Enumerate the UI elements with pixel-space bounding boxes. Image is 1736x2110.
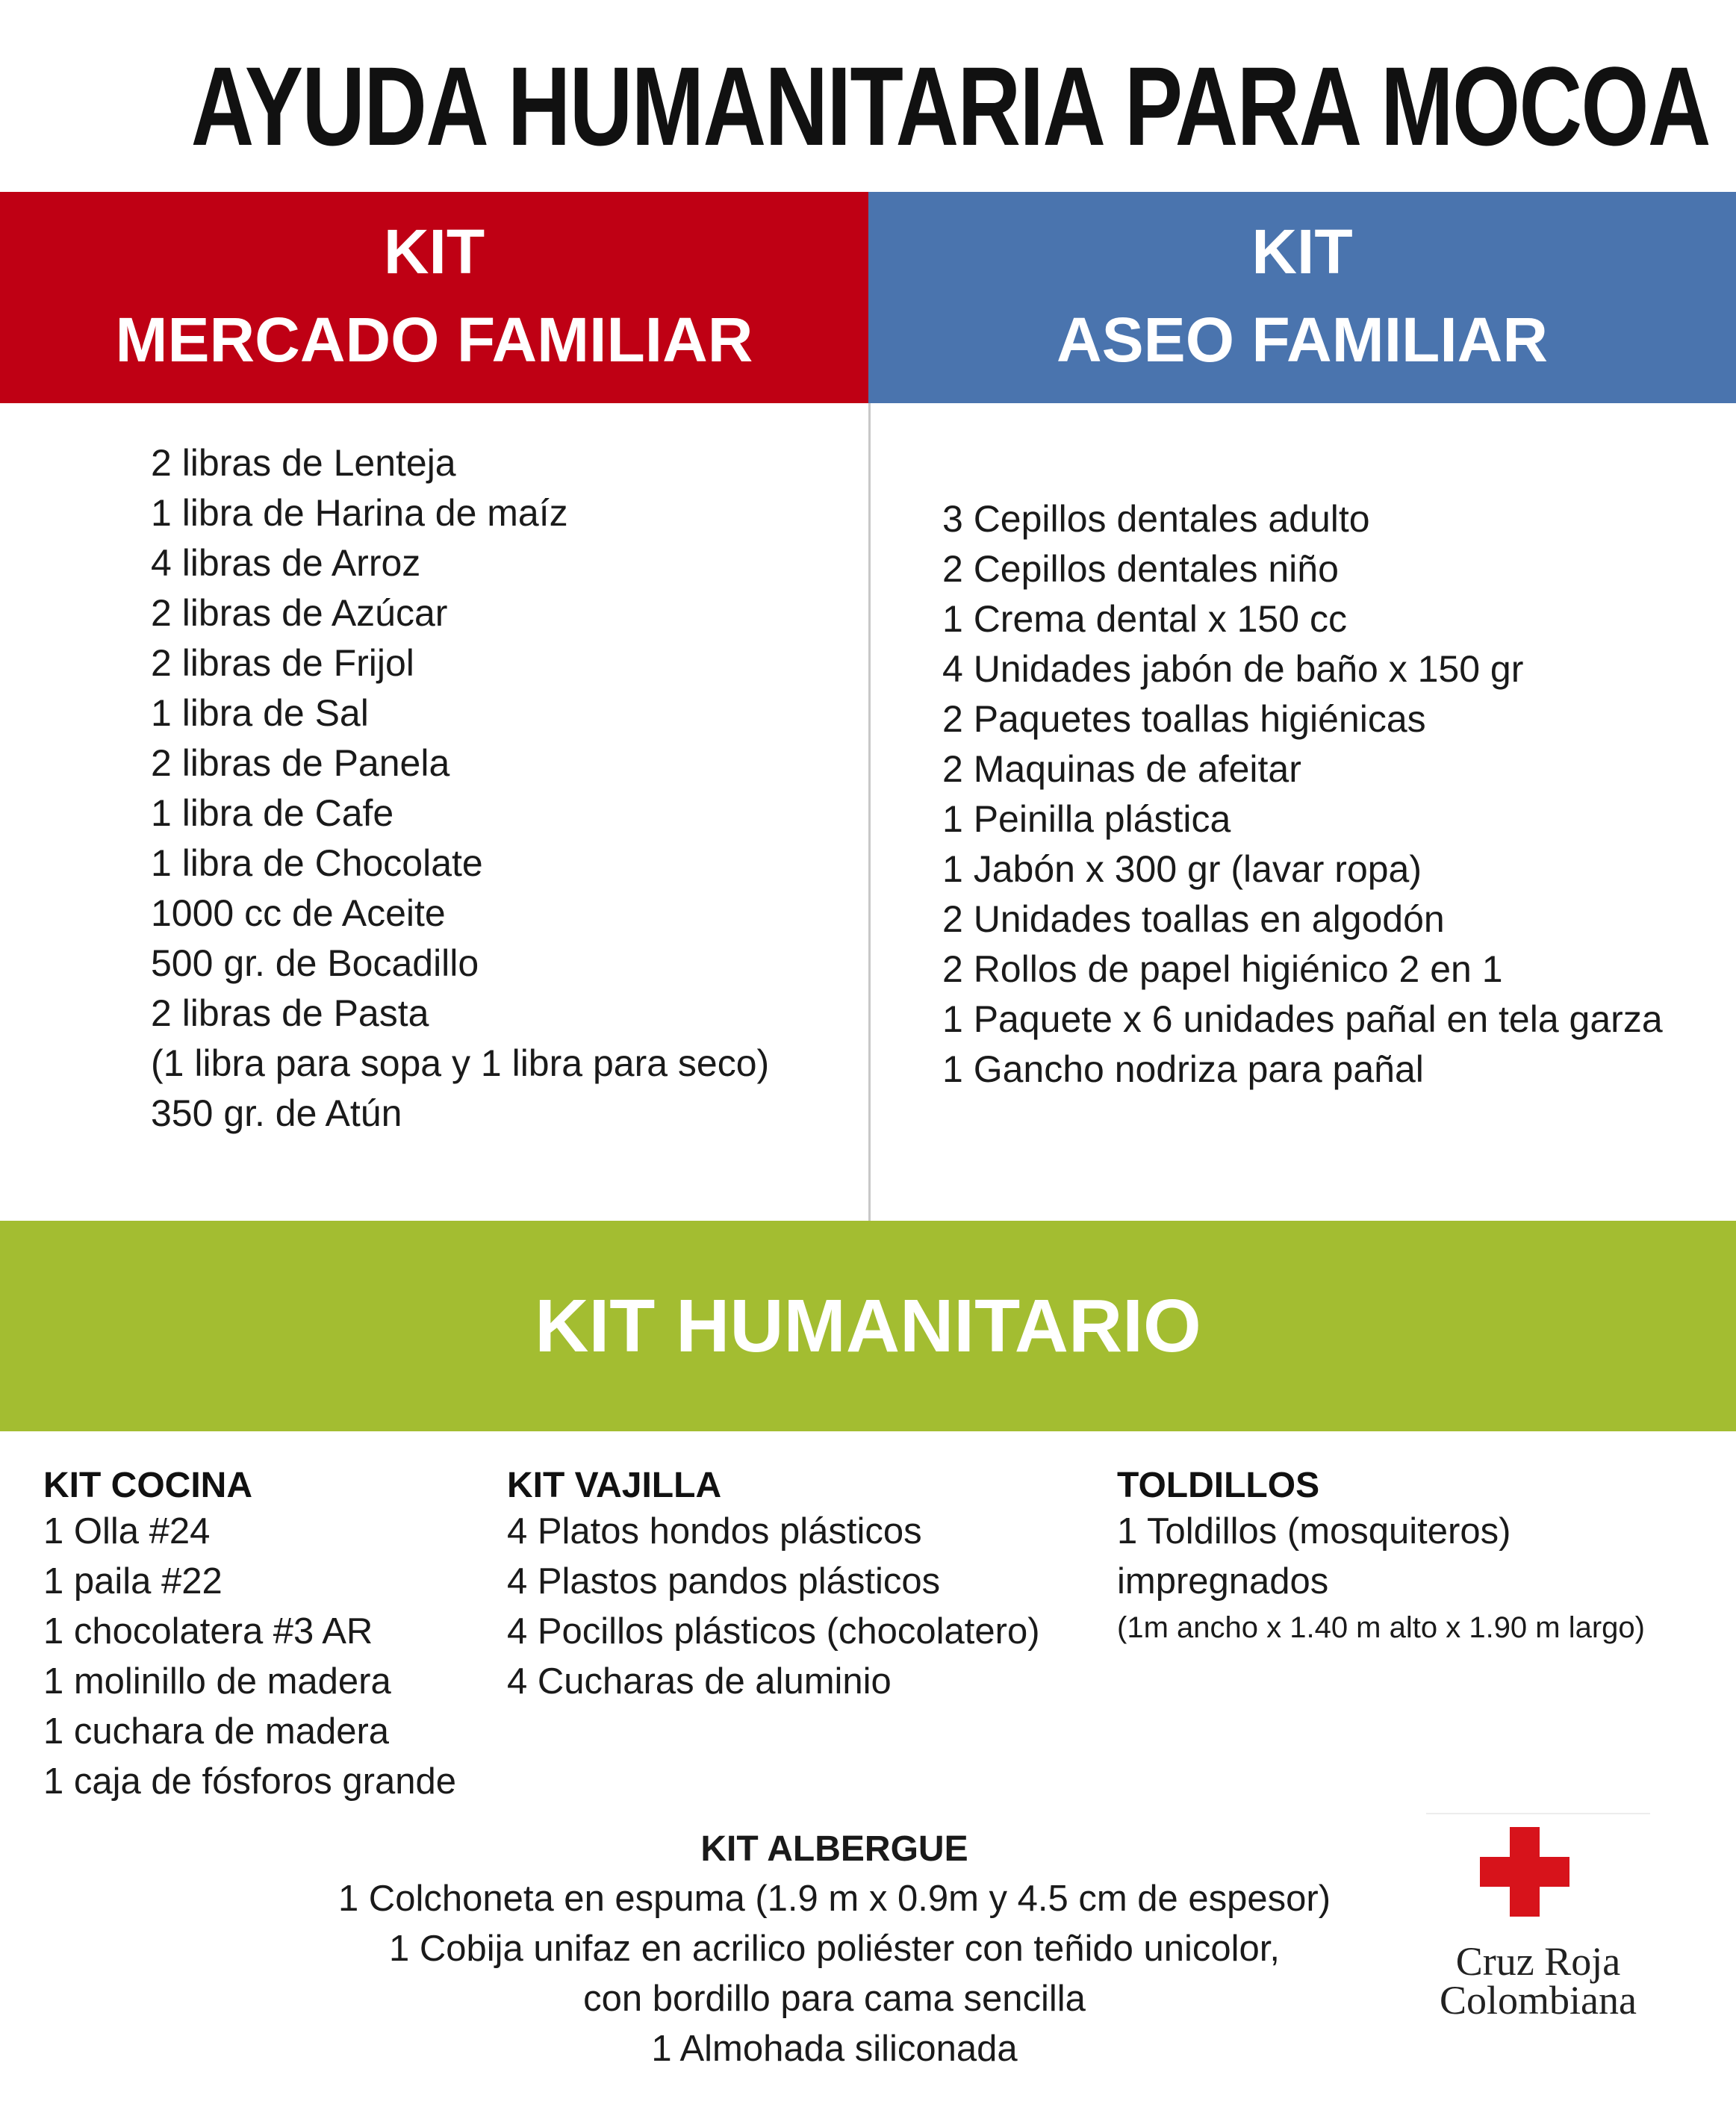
kit-albergue-list <box>0 1874 1669 2074</box>
list-item: 1 libra de Harina de maíz <box>151 492 568 534</box>
list-item: 2 Paquetes toallas higiénicas <box>942 698 1426 740</box>
list-item: 1 Crema dental x 150 cc <box>942 598 1347 640</box>
list-item: 2 libras de Lenteja <box>151 442 456 484</box>
list-item: 350 gr. de Atún <box>151 1092 402 1134</box>
toldillos-list <box>1117 1507 1511 1607</box>
list-item: 4 Plastos pandos plásticos <box>507 1561 941 1602</box>
list-item: 1 paila #22 <box>43 1561 223 1602</box>
list-item: 1 Toldillos (mosquiteros) <box>1117 1511 1511 1552</box>
list-item: 4 libras de Arroz <box>151 542 421 584</box>
list-item: 1 Olla #24 <box>43 1511 211 1552</box>
list-item: 1 Almohada siliconada <box>651 2029 1018 2069</box>
list-item: 1 Paquete x 6 unidades pañal en tela garza <box>942 998 1663 1040</box>
list-item: 1000 cc de Aceite <box>151 892 446 934</box>
kit-aseo-header-line2: ASEO FAMILIAR <box>1056 305 1548 375</box>
toldillos-note: (1m ancho x 1.40 m alto x 1.90 m largo) <box>1117 1611 1645 1644</box>
list-item: 1 Jabón x 300 gr (lavar ropa) <box>942 848 1422 890</box>
kit-mercado-header-line2: MERCADO FAMILIAR <box>115 305 753 375</box>
list-item: con bordillo para cama sencilla <box>583 1979 1086 2019</box>
logo-text-line1: Cruz Roja <box>1455 1939 1621 1984</box>
kit-albergue-title: KIT ALBERGUE <box>700 1829 968 1869</box>
list-item: 1 libra de Cafe <box>151 792 394 834</box>
list-item: 3 Cepillos dentales adulto <box>942 498 1370 540</box>
column-divider <box>868 403 871 1221</box>
list-item: 2 libras de Azúcar <box>151 592 448 634</box>
kit-cocina-title: KIT COCINA <box>43 1466 252 1505</box>
kit-mercado-header <box>0 192 868 403</box>
list-item: 4 Pocillos plásticos (chocolatero) <box>507 1611 1040 1652</box>
page-title: AYUDA HUMANITARIA PARA MOCOA <box>190 43 1710 169</box>
list-item: 2 libras de Panela <box>151 742 450 784</box>
kit-vajilla-title: KIT VAJILLA <box>507 1466 722 1505</box>
list-item: 2 Unidades toallas en algodón <box>942 898 1445 940</box>
kit-vajilla-list <box>507 1507 1040 1707</box>
list-item: 1 Gancho nodriza para pañal <box>942 1048 1424 1090</box>
list-item: 4 Platos hondos plásticos <box>507 1511 922 1552</box>
kit-cocina-list <box>43 1507 456 1807</box>
list-item: 2 libras de Pasta <box>151 992 429 1034</box>
kit-mercado-list <box>151 438 769 1139</box>
kit-aseo-header-line1: KIT <box>1251 217 1353 287</box>
list-item: 1 molinillo de madera <box>43 1661 391 1702</box>
list-item: 4 Cucharas de aluminio <box>507 1661 892 1702</box>
list-item: 2 libras de Frijol <box>151 642 414 684</box>
list-item: (1 libra para sopa y 1 libra para seco) <box>151 1042 770 1084</box>
list-item: 1 Colchoneta en espuma (1.9 m x 0.9m y 4.5 cm de espesor) <box>337 1879 1331 1919</box>
list-item: 2 Rollos de papel higiénico 2 en 1 <box>942 948 1503 990</box>
kit-aseo-header <box>868 192 1736 403</box>
logo-top-rule <box>1426 1813 1650 1814</box>
list-item: impregnados <box>1117 1561 1329 1602</box>
list-item: 1 Cobija unifaz en acrilico poliéster con teñido unicolor, <box>388 1929 1281 1969</box>
kit-mercado-header-line1: KIT <box>383 217 485 287</box>
cruz-roja-logo <box>1426 1813 1650 2037</box>
kit-humanitario-header: KIT HUMANITARIO <box>0 1221 1736 1431</box>
list-item: 1 libra de Sal <box>151 692 369 734</box>
toldillos-title: TOLDILLOS <box>1117 1466 1320 1505</box>
kit-aseo-list <box>942 494 1663 1095</box>
list-item: 1 caja de fósforos grande <box>43 1761 456 1802</box>
list-item: 1 libra de Chocolate <box>151 842 483 884</box>
list-item: 4 Unidades jabón de baño x 150 gr <box>942 648 1524 690</box>
list-item: 2 Maquinas de afeitar <box>942 748 1301 790</box>
list-item: 1 chocolatera #3 AR <box>43 1611 373 1652</box>
list-item: 2 Cepillos dentales niño <box>942 548 1339 590</box>
logo-text-line2: Colombiana <box>1440 1978 1637 2023</box>
list-item: 500 gr. de Bocadillo <box>151 942 479 984</box>
list-item: 1 Peinilla plástica <box>942 798 1231 840</box>
list-item: 1 cuchara de madera <box>43 1711 390 1752</box>
